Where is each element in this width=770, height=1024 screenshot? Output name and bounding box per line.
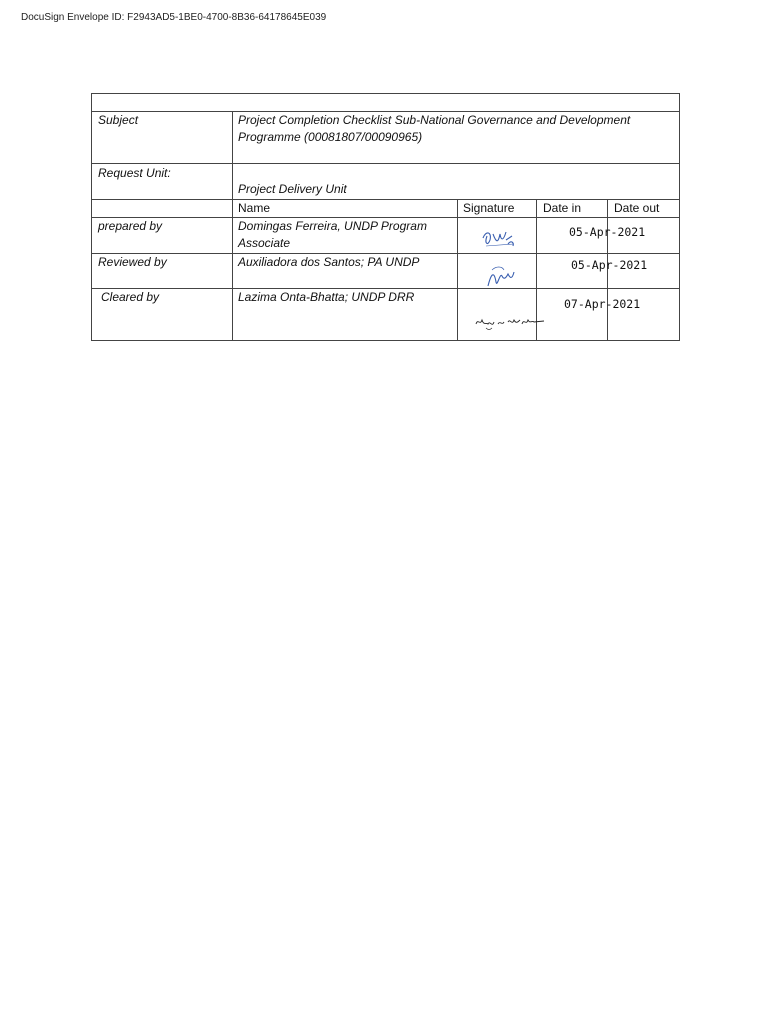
header-signature: Signature — [463, 201, 515, 215]
row-role: prepared by — [98, 219, 163, 233]
signature-image — [472, 312, 548, 332]
request-unit-value: Project Delivery Unit — [238, 182, 347, 196]
header-date-in: Date in — [543, 201, 582, 215]
header-date-out: Date out — [614, 201, 660, 215]
row-name: Auxiliadora dos Santos; PA UNDP — [238, 255, 420, 269]
subject-value-line1: Project Completion Checklist Sub-National Governance and Development — [238, 113, 631, 127]
row-name: Lazima Onta-Bhatta; UNDP DRR — [238, 290, 415, 304]
signature-image — [478, 226, 520, 252]
subject-value-line2: Programme (00081807/00090965) — [238, 130, 423, 144]
header-name: Name — [238, 201, 271, 215]
row-name: Domingas Ferreira, UNDP Program — [238, 219, 427, 233]
signature-image — [482, 262, 518, 292]
row-role: Reviewed by — [98, 255, 167, 269]
docusign-envelope-id: DocuSign Envelope ID: F2943AD5-1BE0-4700-8B36-64178645E039 — [21, 12, 327, 23]
request-unit-label: Request Unit: — [98, 166, 171, 180]
row-date: 05-Apr-2021 — [569, 225, 646, 239]
row-name-continued: Associate — [238, 236, 291, 250]
subject-label: Subject — [98, 113, 139, 127]
row-date: 07-Apr-2021 — [564, 297, 641, 311]
row-role: Cleared by — [101, 290, 160, 304]
row-date: 05-Apr-2021 — [571, 258, 648, 272]
